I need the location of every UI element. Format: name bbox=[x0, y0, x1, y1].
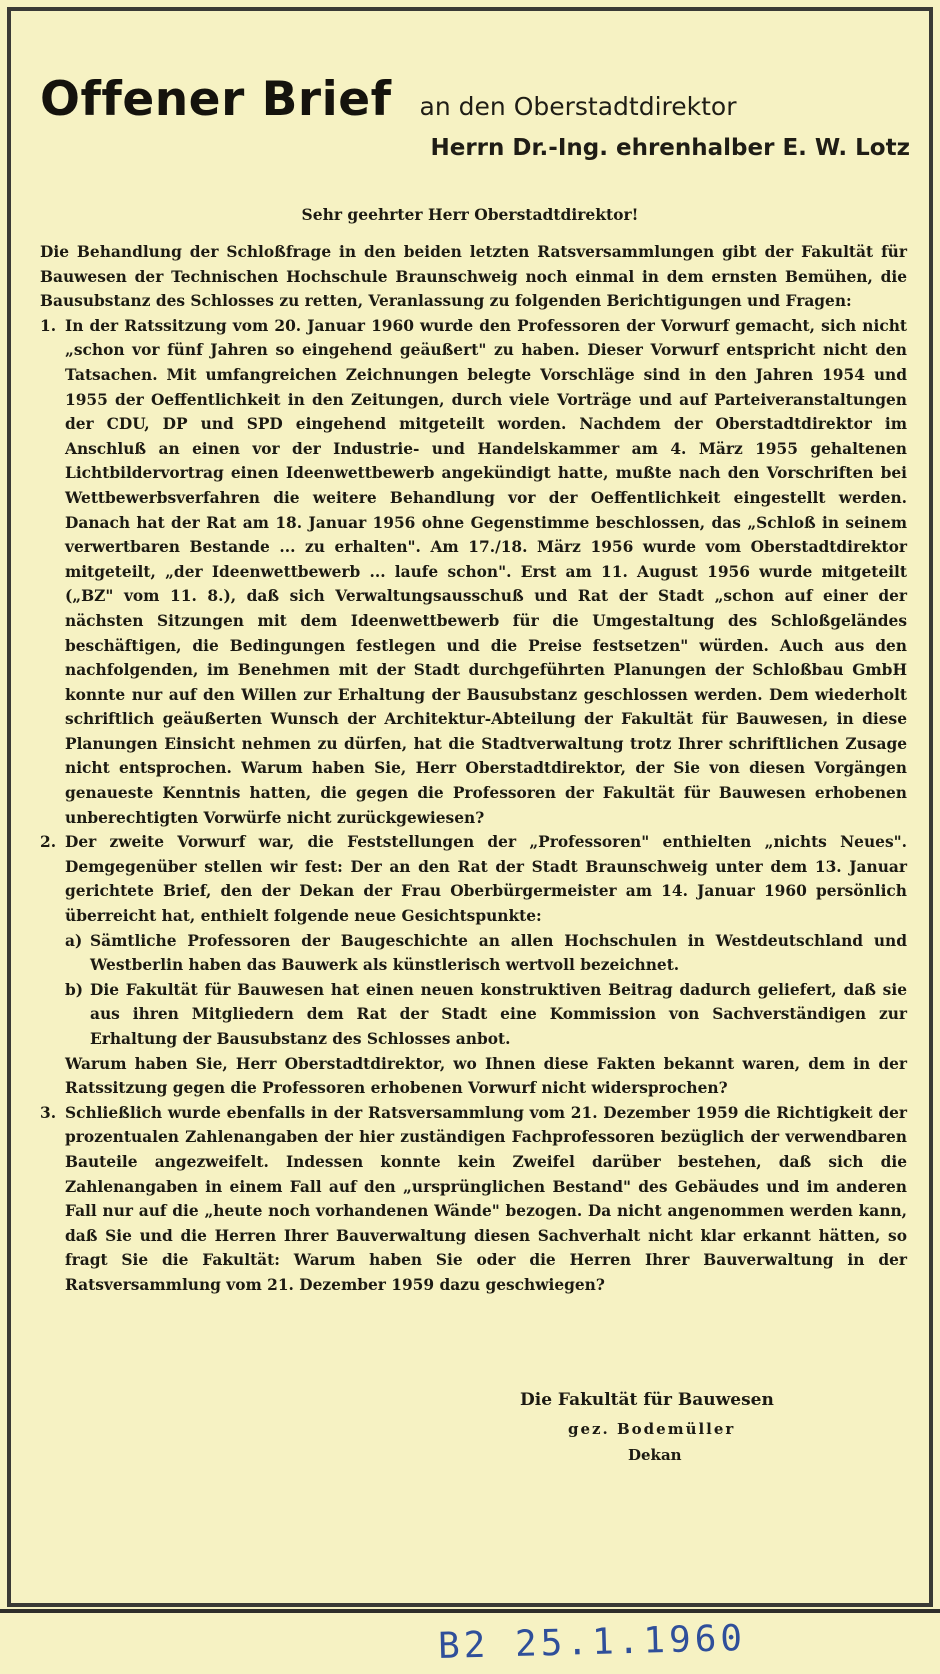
letter-title-recipient: an den Oberstadtdirektor bbox=[419, 92, 737, 121]
sub-point-a bbox=[65, 929, 907, 978]
salutation: Sehr geehrter Herr Oberstadtdirektor! bbox=[301, 205, 639, 224]
letter-title: Offener Brief bbox=[40, 72, 392, 127]
point-text: Schließlich wurde ebenfalls in der Ratsversammlung vom 21. Dezember 1959 die Richtigkeit der prozentualen Zahlenangaben der hier zuständigen Fachprofessoren bezüglich der verwendbaren Bauteile angezweifelt. Indessen konnte kein Zweifel darüber bestehen, daß sich die Zahlenangaben in einem Fall auf den „ursprünglichen Bestand" des Gebäudes und im anderen Fall nur auf die „heute noch vorhandenen Wände" bezogen. Da nicht angenommen werden kann, daß Sie und die Herren Ihrer Bauverwaltung diesen Sachverhalt nicht klar erkannt hätten, so fragt Sie die Fakultät: Warum haben Sie oder die Herren Ihrer Bauverwaltung in der Ratsversammlung vom 21. Dezember 1959 dazu geschwiegen? bbox=[65, 1103, 907, 1294]
sub-point-label: b) bbox=[65, 980, 84, 999]
title-line bbox=[40, 72, 910, 127]
sub-point-text: Die Fakultät für Bauwesen hat einen neuen konstruktiven Beitrag dadurch geliefert, daß sie aus ihren Mitgliedern dem Rat der Stadt eine Kommission von Sachverständigen zur Erhaltung der Bausubstanz des Schlosses anbot. bbox=[90, 980, 907, 1048]
signature-name: gez. Bodemüller bbox=[568, 1420, 736, 1438]
point-number: 3. bbox=[40, 1103, 57, 1122]
sub-point-b bbox=[65, 978, 907, 1052]
point-closing-question: Warum haben Sie, Herr Oberstadtdirektor, wo Ihnen diese Fakten bekannt waren, dem in der Ratssitzung gegen die Professoren erhobenen Vorwurf nicht widersprochen? bbox=[65, 1054, 907, 1098]
letter-header bbox=[40, 72, 910, 161]
bottom-rule bbox=[0, 1609, 940, 1613]
point-2 bbox=[40, 830, 907, 1101]
sub-point-text: Sämtliche Professoren der Baugeschichte an allen Hochschulen in Westdeutschland und Westberlin haben das Bauwerk als künstlerisch wertvoll bezeichnet. bbox=[90, 931, 907, 975]
handwritten-archive-note: B2 25.1.1960 bbox=[437, 1617, 747, 1668]
intro-paragraph: Die Behandlung der Schloßfrage in den beiden letzten Ratsversammlungen gibt der Fakultät für Bauwesen der Technischen Hochschule Braunschweig noch einmal in dem ernsten Bemühen, die Bausubstanz des Schlosses zu retten, Veranlassung zu folgenden Berichtigungen und Fragen: bbox=[40, 243, 907, 311]
point-1 bbox=[40, 314, 907, 830]
sub-point-label: a) bbox=[65, 931, 83, 950]
signature-title: Dekan bbox=[628, 1446, 682, 1464]
addressee: Herrn Dr.-Ing. ehrenhalber E. W. Lotz bbox=[430, 135, 910, 161]
point-3 bbox=[40, 1101, 907, 1298]
letter-body bbox=[40, 240, 907, 1298]
point-text: Der zweite Vorwurf war, die Feststellungen der „Professoren" enthielten „nichts Neues". Demgegenüber stellen wir fest: Der an den Rat der Stadt Braunschweig unter dem 13. Januar gerichtete Brief, den der Dekan der Frau Oberbürgermeister am 14. Januar 1960 persönlich überreicht hat, enthielt folgende neue Gesichtspunkte: bbox=[65, 833, 907, 926]
signature-organization: Die Fakultät für Bauwesen bbox=[520, 1390, 774, 1410]
point-number: 1. bbox=[40, 316, 57, 335]
point-text: In der Ratssitzung vom 20. Januar 1960 wurde den Professoren der Vorwurf gemacht, sich nicht „schon vor fünf Jahren so eingehend geäußert" zu haben. Dieser Vorwurf entspricht nicht den Tatsachen. Mit umfangreichen Zeichnungen belegte Vorschläge sind in den Jahren 1954 und 1955 der Oeffentlichkeit in den Zeitungen, durch viele Vorträge und auf Parteiveranstaltungen der CDU, DP und SPD eingehend mitgeteilt worden. Nachdem der Oberstadtdirektor im Anschluß an einen vor der Industrie- und Handelskammer am 4. März 1955 gehaltenen Lichtbildervortrag einen Ideenwettbewerb angekündigt hatte, mußte nach den Vorschriften bei Wettbewerbsverfahren die weitere Behandlung vor der Oeffentlichkeit eingestellt werden. Danach hat der Rat am 18. Januar 1956 ohne Gegenstimme beschlossen, das „Schloß in seinem verwertbaren Bestande ... zu erhalten". Am 17./18. März 1956 wurde vom Oberstadtdirektor mitgeteilt, „der Ideenwettbewerb ... laufe schon". Erst am 11. August 1956 wurde mitgeteilt („BZ" vom 11. 8.), daß sich Verwaltungsausschuß und Rat der Stadt „schon auf einer der nächsten Sitzungen mit dem Ideenwettbewerb für die Umgestaltung des Schloßgeländes beschäftigen, die Bedingungen festlegen und die Preise festsetzen" würden. Auch aus den nachfolgenden, im Benehmen mit der Stadt durchgeführten Planungen der Schloßbau GmbH konnte nur auf den Willen zur Erhaltung der Bausubstanz geschlossen werden. Dem wiederholt schriftlich geäußerten Wunsch der Architektur-Abteilung der Fakultät für Bauwesen, in diese Planungen Einsicht nehmen zu dürfen, hat die Stadtverwaltung trotz Ihrer schriftlichen Zusage nicht entsprochen. Warum haben Sie, Herr Oberstadtdirektor, der Sie von diesen Vorgängen genaueste Kenntnis hatten, die gegen die Professoren der Fakultät für Bauwesen erhobenen unberechtigten Vorwürfe nicht zurückgewiesen? bbox=[65, 316, 907, 827]
point-number: 2. bbox=[40, 833, 57, 852]
signature-block bbox=[520, 1390, 840, 1464]
